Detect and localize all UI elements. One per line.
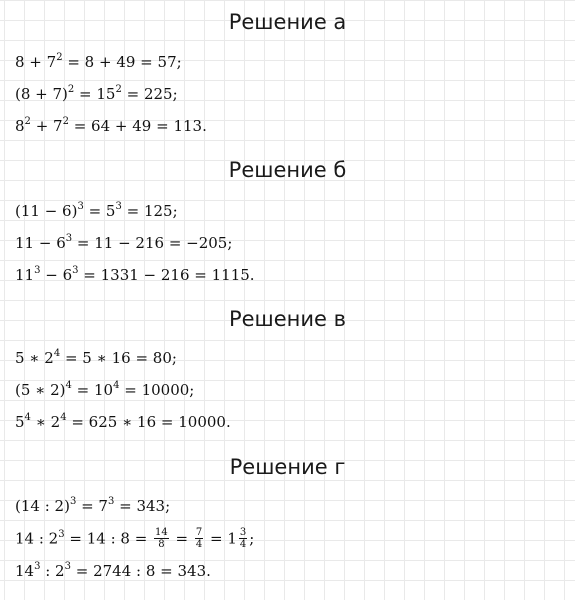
fraction-denominator: 4 bbox=[239, 539, 247, 550]
equation-line bbox=[15, 84, 178, 104]
equation-line bbox=[15, 380, 194, 400]
exponent: 3 bbox=[69, 496, 77, 507]
math-text: = 1 bbox=[205, 529, 237, 548]
math-text: = 7 bbox=[76, 497, 108, 515]
math-text: 14 : 2 bbox=[15, 529, 59, 548]
exponent: 4 bbox=[65, 380, 72, 391]
exponent: 3 bbox=[58, 528, 65, 540]
exponent: 2 bbox=[56, 52, 63, 63]
equation-line bbox=[15, 52, 182, 72]
exponent: 3 bbox=[34, 561, 41, 572]
exponent: 3 bbox=[115, 201, 122, 212]
equation-line bbox=[15, 116, 207, 136]
math-text: − 6 bbox=[40, 266, 73, 284]
fraction-numerator: 14 bbox=[155, 527, 168, 538]
math-text: 14 bbox=[15, 562, 35, 580]
math-text: = 11 − 216 = −205; bbox=[72, 234, 233, 252]
exponent: 3 bbox=[72, 265, 79, 276]
math-text: 11 − 6 bbox=[15, 234, 66, 252]
math-text: 11 bbox=[15, 266, 35, 284]
equation-line bbox=[15, 348, 177, 368]
fraction-numerator: 3 bbox=[239, 527, 247, 538]
section-heading-b: Решение б bbox=[228, 158, 347, 182]
math-text: (11 − 6) bbox=[15, 202, 78, 220]
math-text: (8 + 7) bbox=[15, 85, 68, 103]
exponent: 2 bbox=[62, 116, 69, 127]
exponent: 4 bbox=[24, 412, 31, 423]
math-text: 5 ∗ 2 bbox=[15, 349, 54, 367]
math-text: 8 bbox=[15, 117, 25, 135]
math-text: = 14 : 8 = bbox=[64, 529, 153, 548]
math-text: = 225; bbox=[121, 85, 178, 103]
math-text: (5 ∗ 2) bbox=[15, 381, 66, 399]
math-text: = bbox=[170, 529, 193, 548]
math-text: = 5 bbox=[83, 202, 116, 220]
exponent: 2 bbox=[115, 84, 122, 95]
math-text: ∗ 2 bbox=[30, 413, 61, 431]
math-text: 8 + 7 bbox=[15, 53, 57, 71]
exponent: 2 bbox=[67, 84, 75, 95]
fraction bbox=[195, 527, 203, 550]
math-text: = 10 bbox=[71, 381, 114, 399]
exponent: 3 bbox=[107, 496, 115, 507]
math-text: = 2744 : 8 = 343. bbox=[70, 562, 211, 580]
exponent: 3 bbox=[65, 233, 73, 244]
math-text: = 343; bbox=[114, 497, 171, 515]
fraction-denominator: 4 bbox=[195, 539, 203, 550]
math-text: (14 : 2) bbox=[15, 497, 70, 515]
math-text: = 1331 − 216 = 1115. bbox=[78, 266, 255, 284]
equation-line bbox=[15, 561, 211, 581]
math-text: 5 bbox=[15, 413, 25, 431]
exponent: 3 bbox=[77, 201, 84, 212]
exponent: 3 bbox=[64, 561, 71, 572]
section-heading-a: Решение а bbox=[228, 10, 347, 34]
fraction-denominator: 8 bbox=[158, 539, 165, 550]
fraction bbox=[154, 527, 169, 550]
equation-line bbox=[15, 412, 231, 432]
fraction-numerator: 7 bbox=[195, 527, 203, 538]
section-heading-g: Решение г bbox=[229, 455, 346, 479]
exponent: 3 bbox=[34, 265, 41, 276]
math-text: = 8 + 49 = 57; bbox=[62, 53, 182, 71]
math-text: = 15 bbox=[74, 85, 116, 103]
equation-line bbox=[15, 496, 170, 516]
exponent: 4 bbox=[113, 380, 120, 391]
fraction bbox=[239, 527, 247, 550]
math-text: = 5 ∗ 16 = 80; bbox=[60, 349, 177, 367]
equation-line bbox=[15, 201, 178, 221]
math-text: = 125; bbox=[121, 202, 178, 220]
math-text: = 64 + 49 = 113. bbox=[68, 117, 207, 135]
exponent: 4 bbox=[60, 412, 67, 423]
math-text: + 7 bbox=[30, 117, 63, 135]
math-text: = 625 ∗ 16 = 10000. bbox=[66, 413, 231, 431]
section-heading-v: Решение в bbox=[228, 307, 347, 331]
math-text: = 10000; bbox=[119, 381, 195, 399]
equation-line bbox=[15, 233, 232, 253]
math-text: : 2 bbox=[40, 562, 65, 580]
exponent: 4 bbox=[53, 348, 61, 359]
equation-line bbox=[15, 528, 254, 551]
equation-line bbox=[15, 265, 255, 285]
exponent: 2 bbox=[24, 116, 31, 127]
math-text: ; bbox=[249, 529, 255, 548]
